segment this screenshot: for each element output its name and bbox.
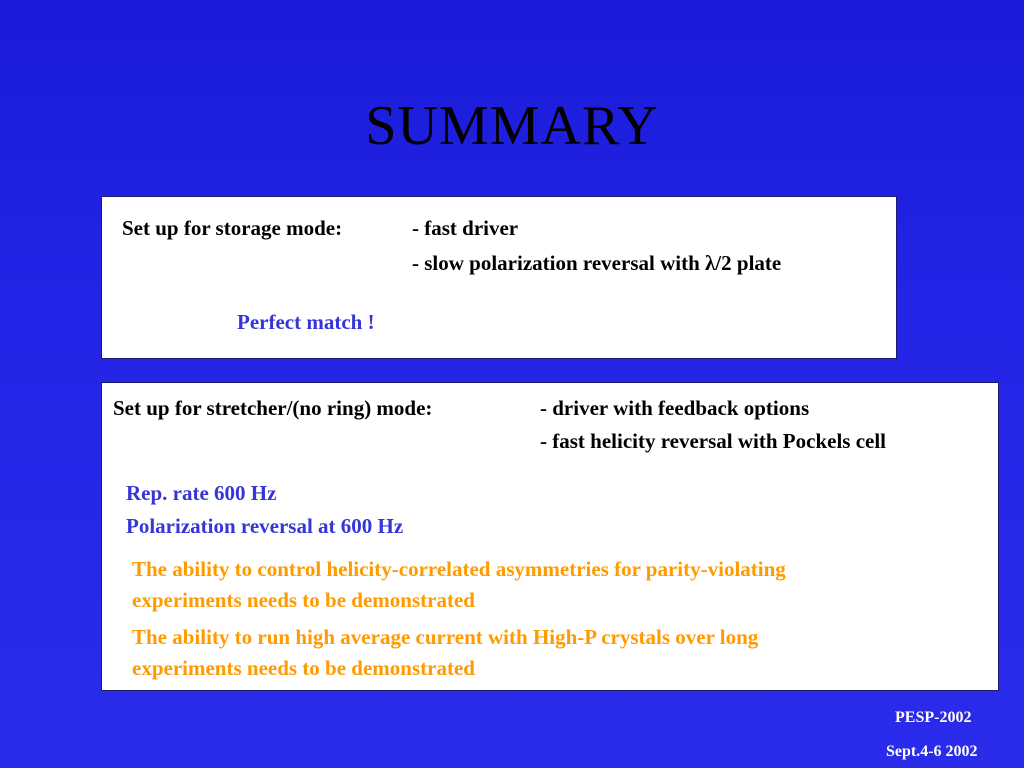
stretcher-mode-label: Set up for stretcher/(no ring) mode:: [113, 396, 433, 420]
footer-dates: Sept.4-6 2002: [886, 743, 978, 760]
slide-title: SUMMARY: [365, 95, 659, 157]
stretcher-mode-item-1: - driver with feedback options: [540, 396, 810, 420]
storage-mode-note: Perfect match !: [237, 310, 375, 334]
statement-2-line-2: experiments needs to be demonstrated: [132, 656, 475, 680]
footer-conference: PESP-2002: [895, 709, 972, 726]
storage-mode-box: [101, 196, 897, 359]
storage-mode-item-2: - slow polarization reversal with λ/2 plate: [412, 251, 782, 275]
storage-mode-label: Set up for storage mode:: [122, 216, 343, 240]
statement-1-line-2: experiments needs to be demonstrated: [132, 588, 475, 612]
polarization-reversal-note: Polarization reversal at 600 Hz: [126, 514, 404, 538]
stretcher-mode-item-2: - fast helicity reversal with Pockels cell: [540, 429, 887, 453]
statement-2-line-1: The ability to run high average current with High-P crystals over long: [132, 625, 759, 649]
stretcher-mode-box: [101, 382, 999, 691]
rep-rate-note: Rep. rate 600 Hz: [126, 481, 277, 505]
storage-mode-item-1: - fast driver: [412, 216, 519, 240]
statement-1-line-1: The ability to control helicity-correlated asymmetries for parity-violating: [132, 557, 786, 581]
